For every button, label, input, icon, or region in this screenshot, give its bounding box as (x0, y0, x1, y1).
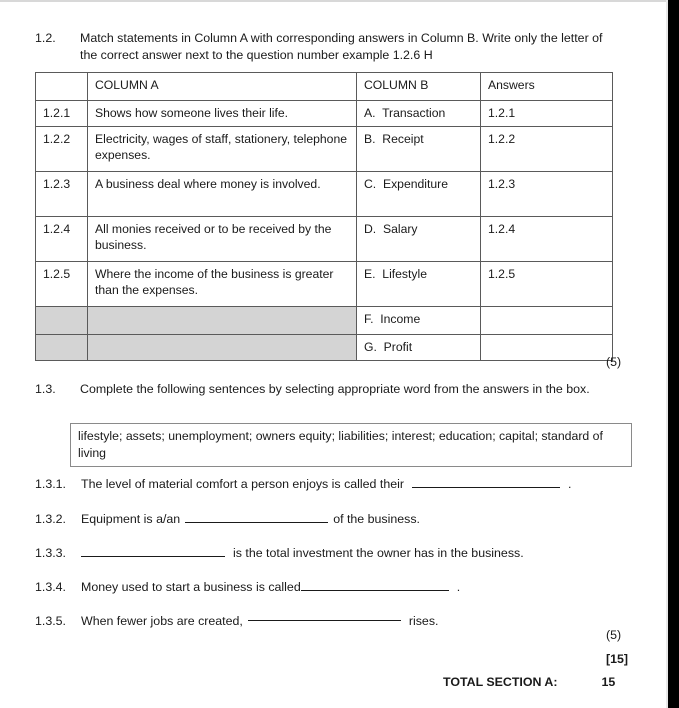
row-statement: Where the income of the business is greater than the expenses. (88, 261, 357, 306)
fill-in-item-1-3-1 (35, 475, 571, 493)
fill-item-text-before: The level of material comfort a person enjoys is called their (81, 477, 404, 491)
answer-blank[interactable] (412, 475, 560, 488)
question-1-3-block (35, 381, 615, 398)
row-number (36, 334, 88, 360)
row-answer[interactable]: 1.2.5 (481, 261, 613, 306)
question-1-3-instruction: Complete the following sentences by selecting appropriate word from the answers in the box. (80, 382, 590, 396)
word-bank-box: lifestyle; assets; unemployment; owners equity; liabilities; interest; education; capital; standard of living (70, 423, 632, 467)
row-number: 1.2.2 (36, 126, 88, 171)
table-header-blank (36, 73, 88, 101)
row-number (36, 306, 88, 334)
total-section-a-label: TOTAL SECTION A: (443, 675, 558, 689)
fill-item-text-before: When fewer jobs are created, (81, 614, 243, 628)
row-option: C. Expenditure (357, 171, 481, 216)
row-number: 1.2.1 (36, 101, 88, 127)
fill-in-item-1-3-3 (35, 544, 524, 562)
row-option: D. Salary (357, 216, 481, 261)
row-statement: Shows how someone lives their life. (88, 101, 357, 127)
table-header-column-b: COLUMN B (357, 73, 481, 101)
row-option: E. Lifestyle (357, 261, 481, 306)
row-statement: A business deal where money is involved. (88, 171, 357, 216)
section-total-marks: [15] (606, 652, 629, 666)
table-header-column-a: COLUMN A (88, 73, 357, 101)
fill-in-item-1-3-2 (35, 510, 420, 528)
row-option: F. Income (357, 306, 481, 334)
fill-item-text-after: . (456, 580, 461, 594)
fill-item-text-after: of the business. (333, 512, 420, 526)
table-row (36, 126, 613, 171)
question-1-3-number: 1.3. (35, 382, 56, 396)
matching-table (35, 72, 613, 361)
question-1-2-number: 1.2. (35, 31, 56, 45)
row-option: B. Receipt (357, 126, 481, 171)
marks-question-1-2: (5) (606, 355, 622, 369)
answer-blank[interactable] (185, 510, 328, 523)
question-1-2-instruction: Match statements in Column A with corresponding answers in Column B. Write only the letter of the correct answer next to the question number example 1.2.6 H (80, 31, 603, 62)
answer-blank[interactable] (248, 608, 401, 621)
row-statement (88, 306, 357, 334)
scan-edge-top (0, 0, 668, 2)
fill-item-number: 1.3.2. (35, 512, 67, 526)
fill-item-number: 1.3.5. (35, 614, 67, 628)
total-section-a-row (443, 675, 615, 689)
fill-in-item-1-3-5 (35, 612, 438, 630)
question-1-2-block (35, 30, 610, 64)
row-statement: Electricity, wages of staff, stationery, telephone expenses. (88, 126, 357, 171)
table-row (36, 306, 613, 334)
row-number: 1.2.3 (36, 171, 88, 216)
row-option: A. Transaction (357, 101, 481, 127)
table-row (36, 334, 613, 360)
fill-item-text-after: . (568, 477, 572, 491)
table-row (36, 261, 613, 306)
row-statement: All monies received or to be received by the business. (88, 216, 357, 261)
row-answer[interactable] (481, 306, 613, 334)
fill-item-text-after: is the total investment the owner has in the business. (233, 546, 524, 560)
scan-edge-right (668, 0, 679, 708)
answer-blank[interactable] (81, 544, 225, 557)
answer-blank[interactable] (301, 578, 449, 591)
fill-item-text-before: Money used to start a business is called (81, 580, 301, 594)
row-statement (88, 334, 357, 360)
fill-in-item-1-3-4 (35, 578, 460, 596)
row-answer[interactable]: 1.2.2 (481, 126, 613, 171)
row-number: 1.2.5 (36, 261, 88, 306)
fill-item-text-before: Equipment is a/an (81, 512, 181, 526)
row-answer[interactable]: 1.2.4 (481, 216, 613, 261)
row-option: G. Profit (357, 334, 481, 360)
row-answer[interactable] (481, 334, 613, 360)
table-row (36, 101, 613, 127)
table-row (36, 171, 613, 216)
fill-item-number: 1.3.4. (35, 580, 67, 594)
row-answer[interactable]: 1.2.1 (481, 101, 613, 127)
total-section-a-value: 15 (601, 675, 616, 689)
fill-item-text-after: rises. (408, 614, 439, 628)
marks-question-1-3: (5) (606, 628, 622, 642)
table-header-answers: Answers (481, 73, 613, 101)
table-row (36, 216, 613, 261)
table-header-row (36, 73, 613, 101)
fill-item-number: 1.3.1. (35, 477, 67, 491)
row-number: 1.2.4 (36, 216, 88, 261)
row-answer[interactable]: 1.2.3 (481, 171, 613, 216)
fill-item-number: 1.3.3. (35, 546, 67, 560)
